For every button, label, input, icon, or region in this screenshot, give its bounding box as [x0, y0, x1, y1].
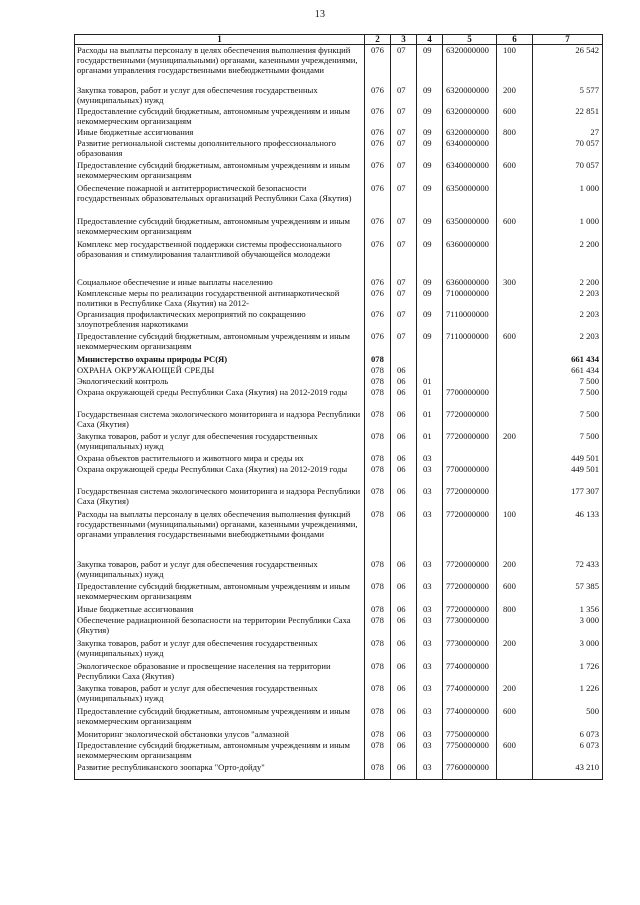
row-subsection-code: 03: [417, 615, 443, 638]
row-expense-type: [497, 183, 533, 216]
table-row: [75, 106, 603, 127]
row-subsection-code: 09: [417, 85, 443, 106]
table-row: [75, 183, 603, 216]
row-section-code: 06: [391, 453, 417, 464]
row-expense-type: 600: [497, 216, 533, 239]
row-section-code: 06: [391, 509, 417, 559]
row-sum: 7 500: [533, 409, 603, 431]
row-target-code: 7740000000: [443, 683, 497, 706]
row-target-code: [443, 354, 497, 365]
row-expense-type: 600: [497, 740, 533, 762]
row-name: Закупка товаров, работ и услуг для обеспечения государственных (муниципальных) нужд: [75, 638, 365, 661]
row-target-code: 7750000000: [443, 740, 497, 762]
row-section-code: 06: [391, 409, 417, 431]
row-name: Предоставление субсидий бюджетным, автономным учреждениям и иным некоммерческим организациям: [75, 216, 365, 239]
row-expense-type: 200: [497, 85, 533, 106]
budget-table: [74, 34, 603, 780]
row-expense-type: [497, 387, 533, 409]
row-sum: 27: [533, 127, 603, 138]
row-subsection-code: 03: [417, 762, 443, 780]
row-name: Предоставление субсидий бюджетным, автономным учреждениям и иным некоммерческим организациям: [75, 106, 365, 127]
table-row: [75, 706, 603, 729]
row-section-code: 06: [391, 706, 417, 729]
row-ministry-code: 078: [365, 683, 391, 706]
row-name: Организация профилактических мероприятий по сокращению злоупотребления наркотиками: [75, 309, 365, 331]
row-ministry-code: 078: [365, 661, 391, 683]
row-target-code: 6340000000: [443, 160, 497, 183]
table-row: [75, 604, 603, 615]
table-row: [75, 127, 603, 138]
row-target-code: 6350000000: [443, 183, 497, 216]
row-expense-type: 600: [497, 581, 533, 604]
row-subsection-code: 09: [417, 160, 443, 183]
row-sum: 1 726: [533, 661, 603, 683]
row-section-code: 07: [391, 85, 417, 106]
row-sum: 177 307: [533, 486, 603, 509]
row-sum: 500: [533, 706, 603, 729]
row-section-code: 06: [391, 638, 417, 661]
row-ministry-code: 078: [365, 431, 391, 453]
row-subsection-code: 09: [417, 277, 443, 288]
row-name: Обеспечение пожарной и антитеррористической безопасности государственных образовательных организаций Республики Саха (Якутия): [75, 183, 365, 216]
row-name: Предоставление субсидий бюджетным, автономным учреждениям и иным некоммерческим организациям: [75, 160, 365, 183]
row-name: Развитие региональной системы дополнительного профессионального образования: [75, 138, 365, 160]
row-expense-type: 800: [497, 604, 533, 615]
row-ministry-code: 076: [365, 239, 391, 277]
table-row: [75, 762, 603, 780]
row-subsection-code: 09: [417, 127, 443, 138]
row-target-code: 7750000000: [443, 729, 497, 740]
page-number: 13: [314, 9, 326, 20]
header-section: 3: [391, 35, 417, 45]
table-row: [75, 288, 603, 309]
row-name: Закупка товаров, работ и услуг для обеспечения государственных (муниципальных) нужд: [75, 683, 365, 706]
row-target-code: 7100000000: [443, 288, 497, 309]
row-name: Закупка товаров, работ и услуг для обеспечения государственных (муниципальных) нужд: [75, 431, 365, 453]
row-ministry-code: 078: [365, 729, 391, 740]
row-expense-type: [497, 762, 533, 780]
table-row: [75, 409, 603, 431]
row-subsection-code: 03: [417, 706, 443, 729]
row-expense-type: [497, 354, 533, 365]
row-name: Комплекс мер государственной поддержки системы профессионального образования и стимулирования талантливой обучающейся молодежи: [75, 239, 365, 277]
row-expense-type: [497, 409, 533, 431]
row-target-code: 6340000000: [443, 138, 497, 160]
row-sum: 661 434: [533, 365, 603, 376]
table-row: [75, 729, 603, 740]
row-section-code: 06: [391, 683, 417, 706]
row-target-code: 6320000000: [443, 85, 497, 106]
row-name: Экологический контроль: [75, 376, 365, 387]
table-row: [75, 365, 603, 376]
row-target-code: 6360000000: [443, 277, 497, 288]
row-name: Иные бюджетные ассигнования: [75, 604, 365, 615]
row-name: Предоставление субсидий бюджетным, автономным учреждениям и иным некоммерческим организациям: [75, 581, 365, 604]
row-sum: 46 133: [533, 509, 603, 559]
table-header-row: [75, 35, 603, 45]
row-subsection-code: 01: [417, 409, 443, 431]
table-row: [75, 216, 603, 239]
row-target-code: 6320000000: [443, 127, 497, 138]
row-ministry-code: 076: [365, 138, 391, 160]
row-target-code: 7700000000: [443, 387, 497, 409]
table-row: [75, 464, 603, 486]
table-row: [75, 683, 603, 706]
row-section-code: [391, 354, 417, 365]
row-section-code: 07: [391, 183, 417, 216]
table-row: [75, 615, 603, 638]
row-section-code: 07: [391, 331, 417, 354]
row-ministry-code: 078: [365, 387, 391, 409]
row-name: Закупка товаров, работ и услуг для обеспечения государственных (муниципальных) нужд: [75, 559, 365, 581]
row-ministry-code: 076: [365, 160, 391, 183]
row-ministry-code: 076: [365, 85, 391, 106]
table-row: [75, 138, 603, 160]
table-row: [75, 45, 603, 85]
row-subsection-code: 03: [417, 604, 443, 615]
row-expense-type: [497, 729, 533, 740]
row-ministry-code: 076: [365, 127, 391, 138]
row-section-code: 07: [391, 160, 417, 183]
table-row: [75, 581, 603, 604]
row-section-code: 07: [391, 45, 417, 85]
row-ministry-code: 078: [365, 453, 391, 464]
row-ministry-code: 078: [365, 581, 391, 604]
row-ministry-code: 076: [365, 309, 391, 331]
row-ministry-code: 078: [365, 740, 391, 762]
row-expense-type: 600: [497, 706, 533, 729]
row-expense-type: 200: [497, 431, 533, 453]
row-sum: 2 203: [533, 331, 603, 354]
row-sum: 57 385: [533, 581, 603, 604]
row-ministry-code: 076: [365, 106, 391, 127]
row-section-code: 07: [391, 309, 417, 331]
row-sum: 2 203: [533, 288, 603, 309]
row-name: Закупка товаров, работ и услуг для обеспечения государственных (муниципальных) нужд: [75, 85, 365, 106]
row-section-code: 06: [391, 464, 417, 486]
row-expense-type: 800: [497, 127, 533, 138]
row-sum: 449 501: [533, 464, 603, 486]
row-sum: 6 073: [533, 740, 603, 762]
row-sum: 3 000: [533, 638, 603, 661]
row-target-code: 7720000000: [443, 486, 497, 509]
row-expense-type: 200: [497, 559, 533, 581]
row-section-code: 06: [391, 365, 417, 376]
row-section-code: 06: [391, 729, 417, 740]
row-section-code: 06: [391, 387, 417, 409]
row-subsection-code: 09: [417, 239, 443, 277]
row-target-code: 7760000000: [443, 762, 497, 780]
row-name: ОХРАНА ОКРУЖАЮЩЕЙ СРЕДЫ: [75, 365, 365, 376]
row-target-code: 7720000000: [443, 604, 497, 615]
row-expense-type: [497, 309, 533, 331]
row-expense-type: 600: [497, 160, 533, 183]
row-subsection-code: 09: [417, 309, 443, 331]
row-section-code: 07: [391, 277, 417, 288]
row-sum: 449 501: [533, 453, 603, 464]
row-name: Государственная система экологического мониторинга и надзора Республики Саха (Якутия): [75, 409, 365, 431]
header-ministry: 2: [365, 35, 391, 45]
table-row: [75, 559, 603, 581]
row-expense-type: 100: [497, 509, 533, 559]
header-sum: 7: [533, 35, 603, 45]
row-sum: 70 057: [533, 138, 603, 160]
row-target-code: [443, 376, 497, 387]
row-subsection-code: 09: [417, 45, 443, 85]
row-name: Предоставление субсидий бюджетным, автономным учреждениям и иным некоммерческим организациям: [75, 331, 365, 354]
row-expense-type: [497, 239, 533, 277]
row-target-code: 7720000000: [443, 559, 497, 581]
table-row: [75, 309, 603, 331]
row-section-code: 06: [391, 486, 417, 509]
table-row: [75, 453, 603, 464]
row-sum: 7 500: [533, 387, 603, 409]
table-row: [75, 160, 603, 183]
row-target-code: 6350000000: [443, 216, 497, 239]
row-expense-type: 600: [497, 106, 533, 127]
row-ministry-code: 078: [365, 604, 391, 615]
row-name: Министерство охраны природы РС(Я): [75, 354, 365, 365]
row-name: Социальное обеспечение и иные выплаты населению: [75, 277, 365, 288]
row-expense-type: [497, 453, 533, 464]
row-subsection-code: 09: [417, 288, 443, 309]
row-expense-type: 300: [497, 277, 533, 288]
row-section-code: 06: [391, 762, 417, 780]
row-target-code: 7110000000: [443, 331, 497, 354]
row-name: Государственная система экологического мониторинга и надзора Республики Саха (Якутия): [75, 486, 365, 509]
row-sum: 7 500: [533, 431, 603, 453]
row-name: Мониторинг экологической обстановки улусов "алмазной: [75, 729, 365, 740]
row-expense-type: [497, 464, 533, 486]
table-row: [75, 387, 603, 409]
row-target-code: 6320000000: [443, 45, 497, 85]
row-sum: 72 433: [533, 559, 603, 581]
row-subsection-code: 09: [417, 138, 443, 160]
row-ministry-code: 078: [365, 486, 391, 509]
row-expense-type: 600: [497, 331, 533, 354]
row-ministry-code: 076: [365, 216, 391, 239]
row-sum: 661 434: [533, 354, 603, 365]
row-ministry-code: 078: [365, 365, 391, 376]
row-section-code: 07: [391, 138, 417, 160]
row-ministry-code: 076: [365, 183, 391, 216]
row-sum: 7 500: [533, 376, 603, 387]
row-sum: 1 226: [533, 683, 603, 706]
row-sum: 43 210: [533, 762, 603, 780]
row-subsection-code: 01: [417, 387, 443, 409]
row-name: Охрана окружающей среды Республики Саха (Якутия) на 2012-2019 годы: [75, 464, 365, 486]
row-sum: 2 200: [533, 239, 603, 277]
row-target-code: 7720000000: [443, 581, 497, 604]
row-name: Расходы на выплаты персоналу в целях обеспечения выполнения функций государственными (муниципальными) органами, казенными учреждениями, органами управления государственными внебюджетными фондами: [75, 509, 365, 559]
row-subsection-code: 03: [417, 581, 443, 604]
table-row: [75, 638, 603, 661]
row-expense-type: 200: [497, 638, 533, 661]
row-expense-type: [497, 138, 533, 160]
row-ministry-code: 078: [365, 354, 391, 365]
row-name: Предоставление субсидий бюджетным, автономным учреждениям и иным некоммерческим организациям: [75, 740, 365, 762]
table-row: [75, 486, 603, 509]
header-expense-type: 6: [497, 35, 533, 45]
row-section-code: 06: [391, 661, 417, 683]
row-section-code: 07: [391, 216, 417, 239]
row-subsection-code: 03: [417, 638, 443, 661]
row-subsection-code: 03: [417, 559, 443, 581]
row-expense-type: [497, 486, 533, 509]
row-section-code: 07: [391, 239, 417, 277]
row-name: Охрана окружающей среды Республики Саха (Якутия) на 2012-2019 годы: [75, 387, 365, 409]
row-subsection-code: [417, 354, 443, 365]
row-subsection-code: 03: [417, 661, 443, 683]
row-name: Иные бюджетные ассигнования: [75, 127, 365, 138]
table-row: [75, 277, 603, 288]
row-subsection-code: [417, 365, 443, 376]
row-ministry-code: 078: [365, 706, 391, 729]
row-target-code: 7740000000: [443, 706, 497, 729]
table-row: [75, 376, 603, 387]
row-ministry-code: 076: [365, 288, 391, 309]
row-subsection-code: 09: [417, 106, 443, 127]
row-ministry-code: 078: [365, 762, 391, 780]
row-subsection-code: 03: [417, 464, 443, 486]
row-sum: 26 542: [533, 45, 603, 85]
row-section-code: 06: [391, 431, 417, 453]
row-ministry-code: 078: [365, 638, 391, 661]
row-ministry-code: 078: [365, 409, 391, 431]
row-sum: 1 000: [533, 183, 603, 216]
row-section-code: 06: [391, 740, 417, 762]
row-target-code: 7720000000: [443, 431, 497, 453]
row-subsection-code: 03: [417, 453, 443, 464]
row-subsection-code: 09: [417, 331, 443, 354]
row-sum: 6 073: [533, 729, 603, 740]
row-target-code: 7110000000: [443, 309, 497, 331]
row-subsection-code: 01: [417, 376, 443, 387]
row-target-code: 6320000000: [443, 106, 497, 127]
row-sum: 1 356: [533, 604, 603, 615]
row-name: Предоставление субсидий бюджетным, автономным учреждениям и иным некоммерческим организациям: [75, 706, 365, 729]
table-row: [75, 509, 603, 559]
row-expense-type: 100: [497, 45, 533, 85]
row-target-code: 6360000000: [443, 239, 497, 277]
row-subsection-code: 01: [417, 431, 443, 453]
row-target-code: 7700000000: [443, 464, 497, 486]
table-row: [75, 331, 603, 354]
row-target-code: 7720000000: [443, 409, 497, 431]
row-sum: 70 057: [533, 160, 603, 183]
row-expense-type: [497, 615, 533, 638]
table-row: [75, 239, 603, 277]
row-section-code: 06: [391, 559, 417, 581]
row-target-code: 7730000000: [443, 615, 497, 638]
row-sum: 5 577: [533, 85, 603, 106]
row-section-code: 07: [391, 288, 417, 309]
row-expense-type: 200: [497, 683, 533, 706]
table-row: [75, 661, 603, 683]
row-ministry-code: 078: [365, 615, 391, 638]
row-expense-type: [497, 376, 533, 387]
row-sum: 2 203: [533, 309, 603, 331]
row-name: Развитие республиканского зоопарка "Орто-дойду": [75, 762, 365, 780]
row-target-code: [443, 365, 497, 376]
row-sum: 2 200: [533, 277, 603, 288]
row-section-code: 07: [391, 106, 417, 127]
table-row: [75, 354, 603, 365]
row-sum: 22 851: [533, 106, 603, 127]
header-subsection: 4: [417, 35, 443, 45]
row-sum: 1 000: [533, 216, 603, 239]
row-section-code: 06: [391, 376, 417, 387]
row-ministry-code: 078: [365, 559, 391, 581]
row-ministry-code: 078: [365, 464, 391, 486]
row-subsection-code: 03: [417, 509, 443, 559]
row-ministry-code: 076: [365, 331, 391, 354]
row-name: Охрана объектов растительного и животного мира и среды их: [75, 453, 365, 464]
row-subsection-code: 03: [417, 683, 443, 706]
row-expense-type: [497, 288, 533, 309]
row-target-code: 7740000000: [443, 661, 497, 683]
row-subsection-code: 09: [417, 216, 443, 239]
row-ministry-code: 076: [365, 45, 391, 85]
row-target-code: [443, 453, 497, 464]
row-subsection-code: 09: [417, 183, 443, 216]
row-section-code: 07: [391, 127, 417, 138]
row-name: Комплексные меры по реализации государственной антинаркотической политики в Республике Саха (Якутия) на 2012-: [75, 288, 365, 309]
row-expense-type: [497, 365, 533, 376]
row-ministry-code: 078: [365, 376, 391, 387]
header-name: 1: [75, 35, 365, 45]
row-subsection-code: 03: [417, 729, 443, 740]
row-ministry-code: 076: [365, 277, 391, 288]
header-target: 5: [443, 35, 497, 45]
row-sum: 3 000: [533, 615, 603, 638]
table-row: [75, 740, 603, 762]
row-section-code: 06: [391, 615, 417, 638]
row-subsection-code: 03: [417, 740, 443, 762]
row-name: Обеспечение радиационной безопасности на территории Республики Саха (Якутия): [75, 615, 365, 638]
row-expense-type: [497, 661, 533, 683]
row-target-code: 7720000000: [443, 509, 497, 559]
row-subsection-code: 03: [417, 486, 443, 509]
row-ministry-code: 078: [365, 509, 391, 559]
row-section-code: 06: [391, 604, 417, 615]
table-row: [75, 431, 603, 453]
table-row: [75, 85, 603, 106]
row-target-code: 7730000000: [443, 638, 497, 661]
row-name: Расходы на выплаты персоналу в целях обеспечения выполнения функций государственными (муниципальными) органами, казенными учреждениями, органами управления государственными внебюджетными фондами: [75, 45, 365, 85]
row-section-code: 06: [391, 581, 417, 604]
row-name: Экологическое образование и просвещение населения на территории Республики Саха (Якутия): [75, 661, 365, 683]
